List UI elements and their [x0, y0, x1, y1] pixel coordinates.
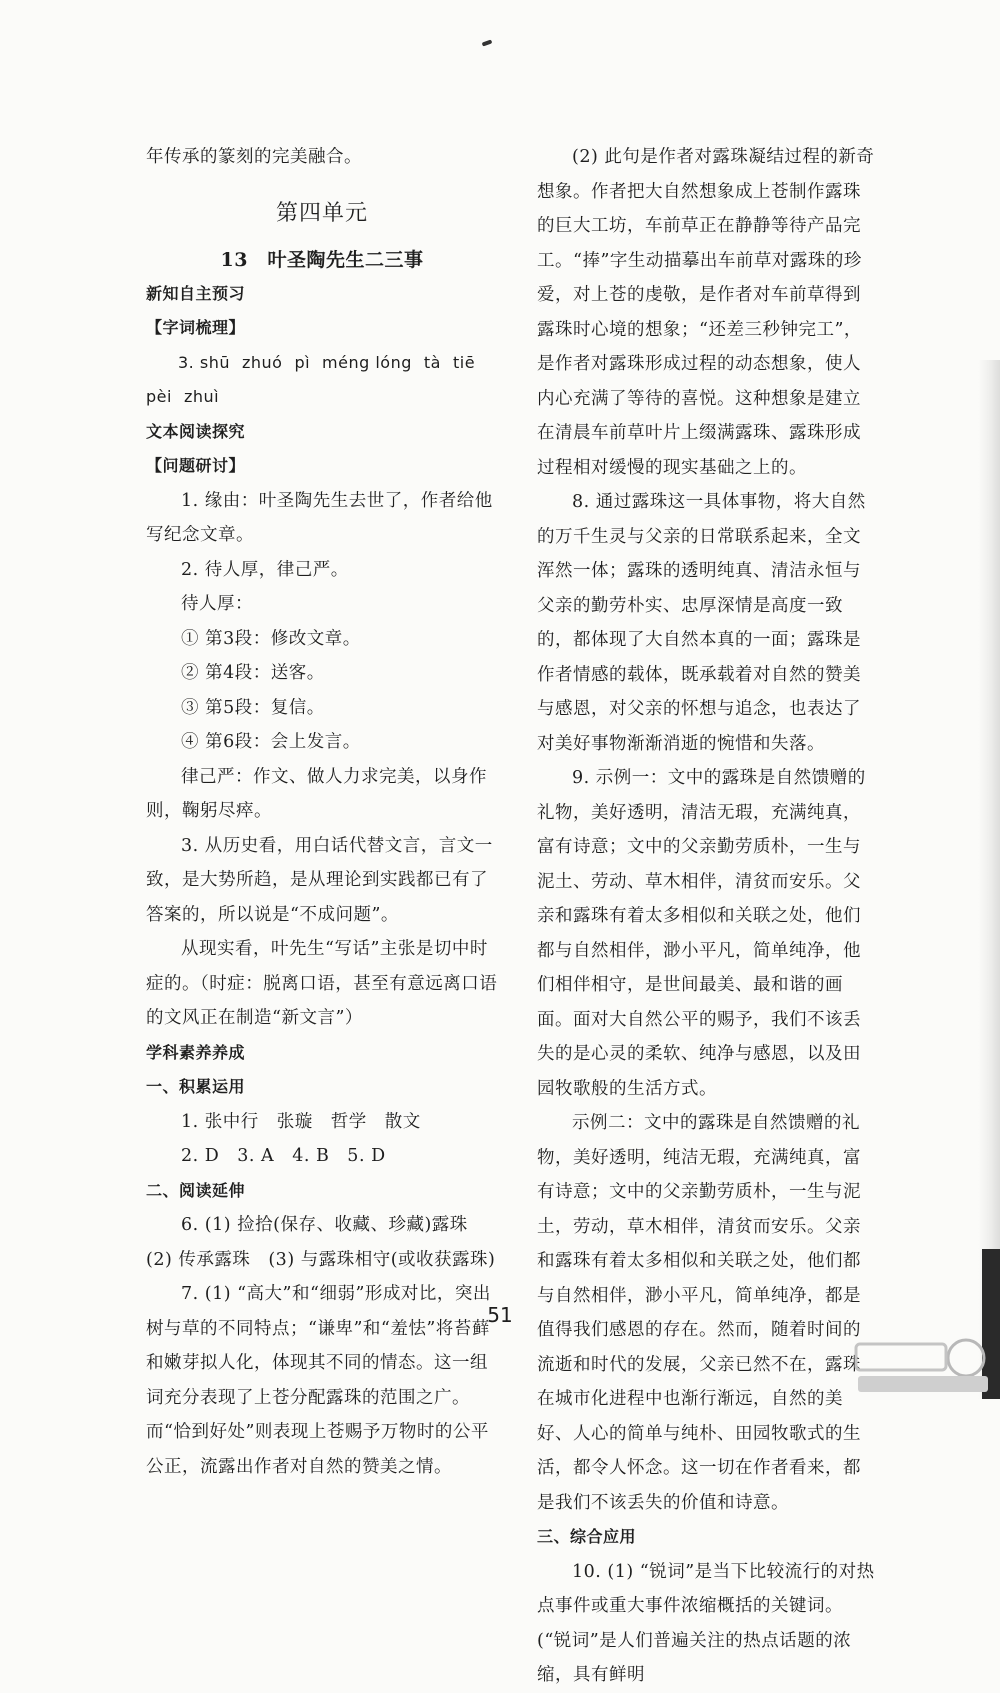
- pinyin-line-1: [146, 346, 498, 381]
- pinyin-item: zhuì: [183, 387, 220, 406]
- pinyin-item: zhuó: [241, 352, 283, 372]
- page-number: 51: [487, 1303, 513, 1327]
- answer-2-a: 待人厚：: [181, 594, 253, 614]
- carry-over-text: 年传承的篆刻的完美融合。: [146, 147, 362, 167]
- lesson-title: 13 叶圣陶先生二三事: [220, 248, 424, 271]
- subsection-questions: 【问题研讨】: [146, 456, 246, 475]
- binding-shadow: [978, 360, 1000, 1399]
- pinyin-line-2: [146, 380, 498, 415]
- answer-2-a4: ④ 第6段：会上发言。: [181, 732, 361, 752]
- watermark-logo: [848, 1336, 996, 1396]
- answer-p1-2: 2. D 3. A 4. B 5. D: [181, 1146, 386, 1166]
- section-reading: 文本阅读探究: [146, 421, 246, 441]
- answer-2-a1: ① 第3段：修改文章。: [181, 628, 361, 649]
- answer-2-a3: ③ 第5段：复信。: [181, 697, 325, 718]
- pinyin-item: tiē: [452, 352, 476, 372]
- left-column: [146, 140, 498, 1484]
- pinyin-item: méng lóng: [322, 352, 412, 372]
- answer-2-b: 律己严：作文、做人力求完美，以身作则，鞠躬尽瘁。: [146, 766, 487, 821]
- part-2-heading: 二、阅读延伸: [146, 1180, 246, 1200]
- subsection-words: 【字词梳理】: [146, 318, 246, 337]
- answer-7-2: (2) 此句是作者对露珠凝结过程的新奇想象。作者把大自然想象成上苍制作露珠的巨大工坊，车前草正在静静等待产品完工。“捧”字生动描摹出车前草对露珠的珍爱，对上苍的虔敬，是作者对车前草得到露珠时心境的想象；“还差三秒钟完工”，是作者对露珠形成过程的动态想象，使人内心充满了等待的喜悦。这种想象是建立在清晨车前草叶片上缀满露珠、露珠形成过程相对缓慢的现实基础之上的。: [537, 147, 875, 478]
- scan-mark: [482, 39, 493, 46]
- part-3-heading: 三、综合应用: [537, 1527, 637, 1546]
- answer-2: 2. 待人厚，律己严。: [181, 559, 349, 580]
- section-literacy: 学科素养养成: [146, 1042, 246, 1062]
- answer-7: 7. (1) “高大”和“细弱”形成对比，突出树与草的不同特点；“谦卑”和“羞怯”将苔藓和嫩芽拟人化，体现其不同的情态。这一组词充分表现了上苍分配露珠的范围之广。而“恰到好处”则表现上苍赐予万物时的公平公正，流露出作者对自然的赞美之情。: [146, 1284, 491, 1477]
- part-1-heading: 一、积累运用: [146, 1077, 246, 1096]
- pinyin-item: pì: [294, 352, 311, 372]
- pinyin-item: tà: [423, 352, 441, 372]
- unit-title: 第四单元: [275, 200, 368, 226]
- answer-3: 3. 从历史看，用白话代替文言，言文一致，是大势所趋，是从理论到实践都已有了答案的，所以说是“不成问题”。: [146, 835, 493, 925]
- answer-10: 10. (1) “锐词”是当下比较流行的对热点事件或重大事件浓缩概括的关键词。(“锐词”是人们普遍关注的热点话题的浓缩，具有鲜明: [537, 1561, 875, 1685]
- answer-3-b: 从现实看，叶先生“写话”主张是切中时症的。（时症：脱离口语，甚至有意远离口语的文风正在制造“新文言”）: [146, 939, 498, 1028]
- pinyin-item: 3. shū: [178, 352, 230, 372]
- answer-1: 1. 缘由：叶圣陶先生去世了，作者给他写纪念文章。: [146, 490, 493, 545]
- answer-9-example-1: 9. 示例一：文中的露珠是自然馈赠的礼物，美好透明，清洁无瑕，充满纯真，富有诗意；文中的父亲勤劳质朴，一生与泥土、劳动、草木相伴，清贫而安乐。父亲和露珠有着太多相似和关联之处，他们都与自然相伴，渺小平凡，简单纯净，他们相伴相守，是世间最美、最和谐的画面。面对大自然公平的赐予，我们不该丢失的是心灵的柔软、纯净与感恩，以及田园牧歌般的生活方式。: [537, 768, 866, 1099]
- section-preview: 新知自主预习: [146, 283, 246, 303]
- answer-6: 6. (1) 捡拾(保存、收藏、珍藏)露珠 (2) 传承露珠 (3) 与露珠相守(或收获露珠): [146, 1215, 496, 1270]
- answer-8: 8. 通过露珠这一具体事物，将大自然的万千生灵与父亲的日常联系起来，全文浑然一体；露珠的透明纯真、清洁永恒与父亲的勤劳朴实、忠厚深情是高度一致的，都体现了大自然本真的一面；露珠是作者情感的载体，既承载着对自然的赞美与感恩，对父亲的怀想与追念，也表达了对美好事物渐渐消逝的惋惜和失落。: [537, 492, 866, 754]
- pinyin-item: pèi: [146, 387, 172, 406]
- answer-2-a2: ② 第4段：送客。: [181, 663, 325, 683]
- answer-9-example-2: 示例二：文中的露珠是自然馈赠的礼物，美好透明，纯洁无瑕，充满纯真，富有诗意；文中的父亲勤劳质朴，一生与泥土，劳动，草木相伴，清贫而安乐。父亲和露珠有着太多相似和关联之处，他们都与自然相伴，渺小平凡，简单纯净，都是值得我们感恩的存在。然而，随着时间的流逝和时代的发展，父亲已然不在，露珠在城市化进程中也渐行渐远，自然的美好、人心的简单与纯朴、田园牧歌式的生活，都令人怀念。这一切在作者看来，都是我们不该丢失的价值和诗意。: [537, 1113, 861, 1513]
- answer-p1-1: 1. 张中行 张璇 哲学 散文: [181, 1111, 421, 1132]
- right-column: [537, 140, 877, 1693]
